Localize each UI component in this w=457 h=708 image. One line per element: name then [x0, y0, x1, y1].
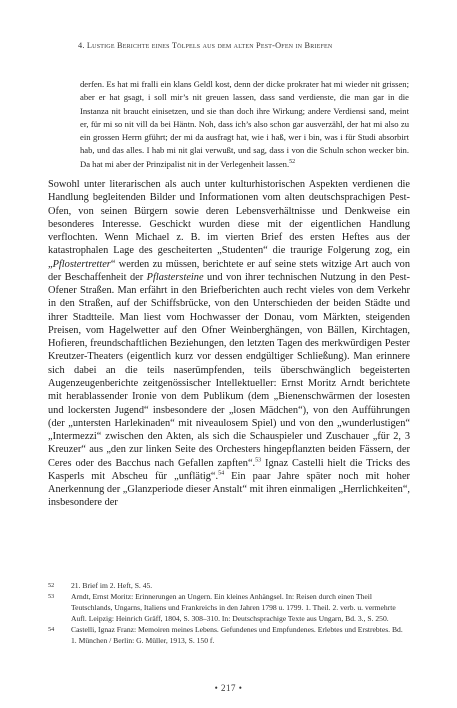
footnote-number: 52: [48, 582, 55, 589]
footnote-text: Castelli, Ignaz Franz: Memoiren meines Lebens. Gefundenes und Empfundenes. Erlebtes und Erstrebtes. Bd. 1. München / Berlin: G. Müller, 1913, S. 150 f.: [71, 625, 403, 646]
footnote-text: Arndt, Ernst Moritz: Erinnerungen an Ungern. Ein kleines Anhängsel. In: Reisen durch einen Theil Teutschlands, Ungarns, Italiens und Frankreichs in den Jahren 1798 u. 1799. 1. Theil. 2. verb. u. vermehrte Aufl. Leipzig: Heinrich Gräff, 1804, S. 308–310. In: Deutschsprachige Texte aus Ungarn, Bd. 3., S. 250.: [71, 592, 396, 624]
footnote-number: 54: [48, 626, 55, 634]
footnotes: [48, 580, 410, 647]
block-quote: [80, 78, 409, 171]
footnote: [48, 591, 410, 624]
footnote-ref: 52: [289, 158, 296, 165]
footnote-ref: 53: [255, 457, 262, 464]
footnote-text: 21. Brief im 2. Heft, S. 45.: [71, 581, 153, 590]
footnote: [48, 580, 410, 591]
body-text: “ werden zu müssen, berichtete er auf seine stets witzige Art auch von der Beschaffenheit der: [48, 258, 410, 283]
running-head: 4. Lustige Berichte eines Tölpels aus dem alten Pest-Ofen in Briefen: [78, 41, 333, 50]
body-text: Ein paar Jahre später noch mit hoher Anerkennung der „Glanzperiode dieser Anstalt“ mit ihren einmaligen „Herrlichkeiten“, insbesondere der: [48, 470, 410, 509]
italic-term: Pflastersteine: [146, 271, 204, 283]
body-text: und von ihrer technischen Nutzung in den Pest-Ofener Straßen. Man erfährt in den Briefberichten auch recht vieles von dem Verkehr in den Straßen, auf der Schiffsbrücke, von den Unterschieden der beiden Städte und ihrer Stadtteile. Man liest vom Hochwasser der Donau, vom Märkten, steigenden Preisen, vom Hagelwetter auf den Ofner Weinberghängen, von Bällen, Kirchtagen, Hofieren, freundschaftlichen Beziehungen, den letzten Tagen des merkwürdigen Pester Kreutzer-Theaters (eigentlich kurz vor dessen endgültiger Schließung). Man erinnere sich dabei an die teils naserümpfenden, teils überschwänglich begeisterten Augenzeugenberichte zeitgenössischer Intellektueller: Ernst Moritz Arndt berichtete mit herablassender Ironie von dem Publikum (dem „Bienenschwärmen der losesten und lockersten Jugend“ insbesondere der „losen Mädchen“), von den Aufführungen (der „untersten Harlekinaden“ mit niveaulosem Spiel) und von den „wunderlustigen“ „Intermezzi“ zwischen den Akten, als sich die Schauspieler und Zuschauer „für 2, 3 Kreuzer“ aus „den zur linken Seite des Orchesters hingepflanzten beiden Fässern, der Ceres oder des Bacchus nach Gefallen zapften“.: [48, 271, 410, 469]
italic-term: Pflostertretter: [52, 258, 111, 270]
body-text: Sowohl unter literarischen als auch unter kulturhistorischen Aspekten verdienen die Handlung begleitenden Bilder und Informationen vom alten deutschsprachigen Pest-Ofen, von seinen Bürgern sowie deren Lebensverhältnisse und Denkweise ein besonderes Interesse. Geschickt wurden diese mit der eigentlichen Handlung verflochten. Wenn Michael z. B. im vierten Brief des ersten Heftes aus der katastrophalen Lage des gescheiterten „Studenten“ die traurige Folgerung zog, ein „: [48, 179, 410, 270]
quote-text: derfen. Es hat mi fralli ein klans Geldl kost, denn der dicke prokrater hat mi wieder nit grissen; aber er hat gsagt, i soll mir’s nit greuen lassen, dass sand verdienste, die man gar in die Instanza nit braucht einisetzen, und sie than doch ihre Wirkung; andere Verdiensi sand, meint er, für mi so nit vill da bei Häntn. Noh, dass ich’s also schon gar ausverzähl, der hat mi also zu ein grossen Herrn gführt; der mi da ausfragt hat, wie i haß, wer i bin, was i für Studi absorbirt hab, und das alles. I hab mi nit glai verwußt, und sag, dass i von die Schuln schon wecker bin. Da hat mi aber der Prinzipalist nit in der Verlegenheit lassen.: [80, 79, 409, 169]
body-text: Ignaz Castelli hielt die Tricks des Kasperls mit Abscheu für „unflätig“.: [48, 457, 410, 482]
footnote-number: 53: [48, 593, 55, 601]
footnote-ref: 54: [218, 470, 225, 477]
footnote: [48, 624, 410, 646]
body-paragraph: [48, 178, 410, 510]
page-number: • 217 •: [214, 683, 243, 693]
